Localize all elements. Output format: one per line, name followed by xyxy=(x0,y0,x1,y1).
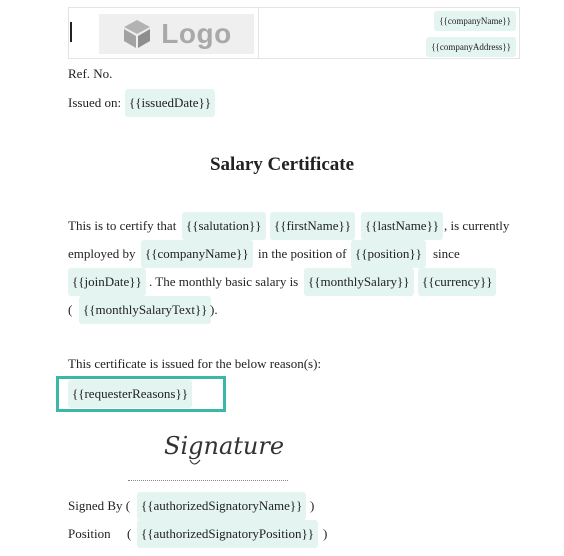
close-paren: ) xyxy=(323,526,328,541)
body-text: . The monthly basic salary is xyxy=(149,274,299,289)
open-paren: ( xyxy=(127,526,132,541)
body-text: ( xyxy=(68,302,73,317)
position-label: Position xyxy=(68,526,111,541)
issued-date-placeholder[interactable]: {{issuedDate}} xyxy=(125,89,215,117)
text-cursor xyxy=(70,22,72,42)
body-text: This is to certify that xyxy=(68,218,177,233)
body-text: ). xyxy=(210,302,218,317)
body-text: , is currently xyxy=(444,218,510,233)
first-name-placeholder[interactable]: {{firstName}} xyxy=(270,212,355,240)
letterhead-table xyxy=(68,7,520,59)
header-divider xyxy=(258,8,259,58)
salutation-placeholder[interactable]: {{salutation}} xyxy=(182,212,266,240)
body-text: in the position of xyxy=(258,246,347,261)
issued-label: Issued on: xyxy=(68,95,122,110)
body-text: employed by xyxy=(68,246,136,261)
company-name-placeholder[interactable]: {{companyName}} xyxy=(141,240,253,268)
cube-icon xyxy=(121,18,153,50)
authorized-signatory-name-placeholder[interactable]: {{authorizedSignatoryName}} xyxy=(137,492,306,520)
join-date-placeholder[interactable]: {{joinDate}} xyxy=(68,268,146,296)
ref-label: Ref. No. xyxy=(68,66,113,81)
requester-reasons-placeholder[interactable]: {{requesterReasons}} xyxy=(68,380,192,408)
close-paren: ) xyxy=(310,498,315,513)
monthly-salary-text-placeholder[interactable]: {{monthlySalaryText}} xyxy=(79,296,211,324)
signed-by-label: Signed By ( xyxy=(68,498,131,513)
logo-text: Logo xyxy=(161,18,232,49)
currency-placeholder[interactable]: {{currency}} xyxy=(418,268,496,296)
document-title: Salary Certificate xyxy=(209,154,355,175)
company-address-placeholder[interactable]: {{companyAddress}} xyxy=(426,37,516,57)
company-name-placeholder[interactable]: {{companyName}} xyxy=(434,11,516,31)
signature-image-text: Signature xyxy=(164,432,285,460)
body-text: since xyxy=(433,246,460,261)
position-placeholder[interactable]: {{position}} xyxy=(351,240,426,268)
logo-placeholder[interactable] xyxy=(99,14,254,54)
reason-label: This certificate is issued for the below reason(s): xyxy=(68,356,322,371)
last-name-placeholder[interactable]: {{lastName}} xyxy=(361,212,443,240)
authorized-signatory-position-placeholder[interactable]: {{authorizedSignatoryPosition}} xyxy=(137,520,318,548)
signature-line xyxy=(128,480,288,481)
signature-image xyxy=(160,426,285,470)
monthly-salary-placeholder[interactable]: {{monthlySalary}} xyxy=(304,268,414,296)
